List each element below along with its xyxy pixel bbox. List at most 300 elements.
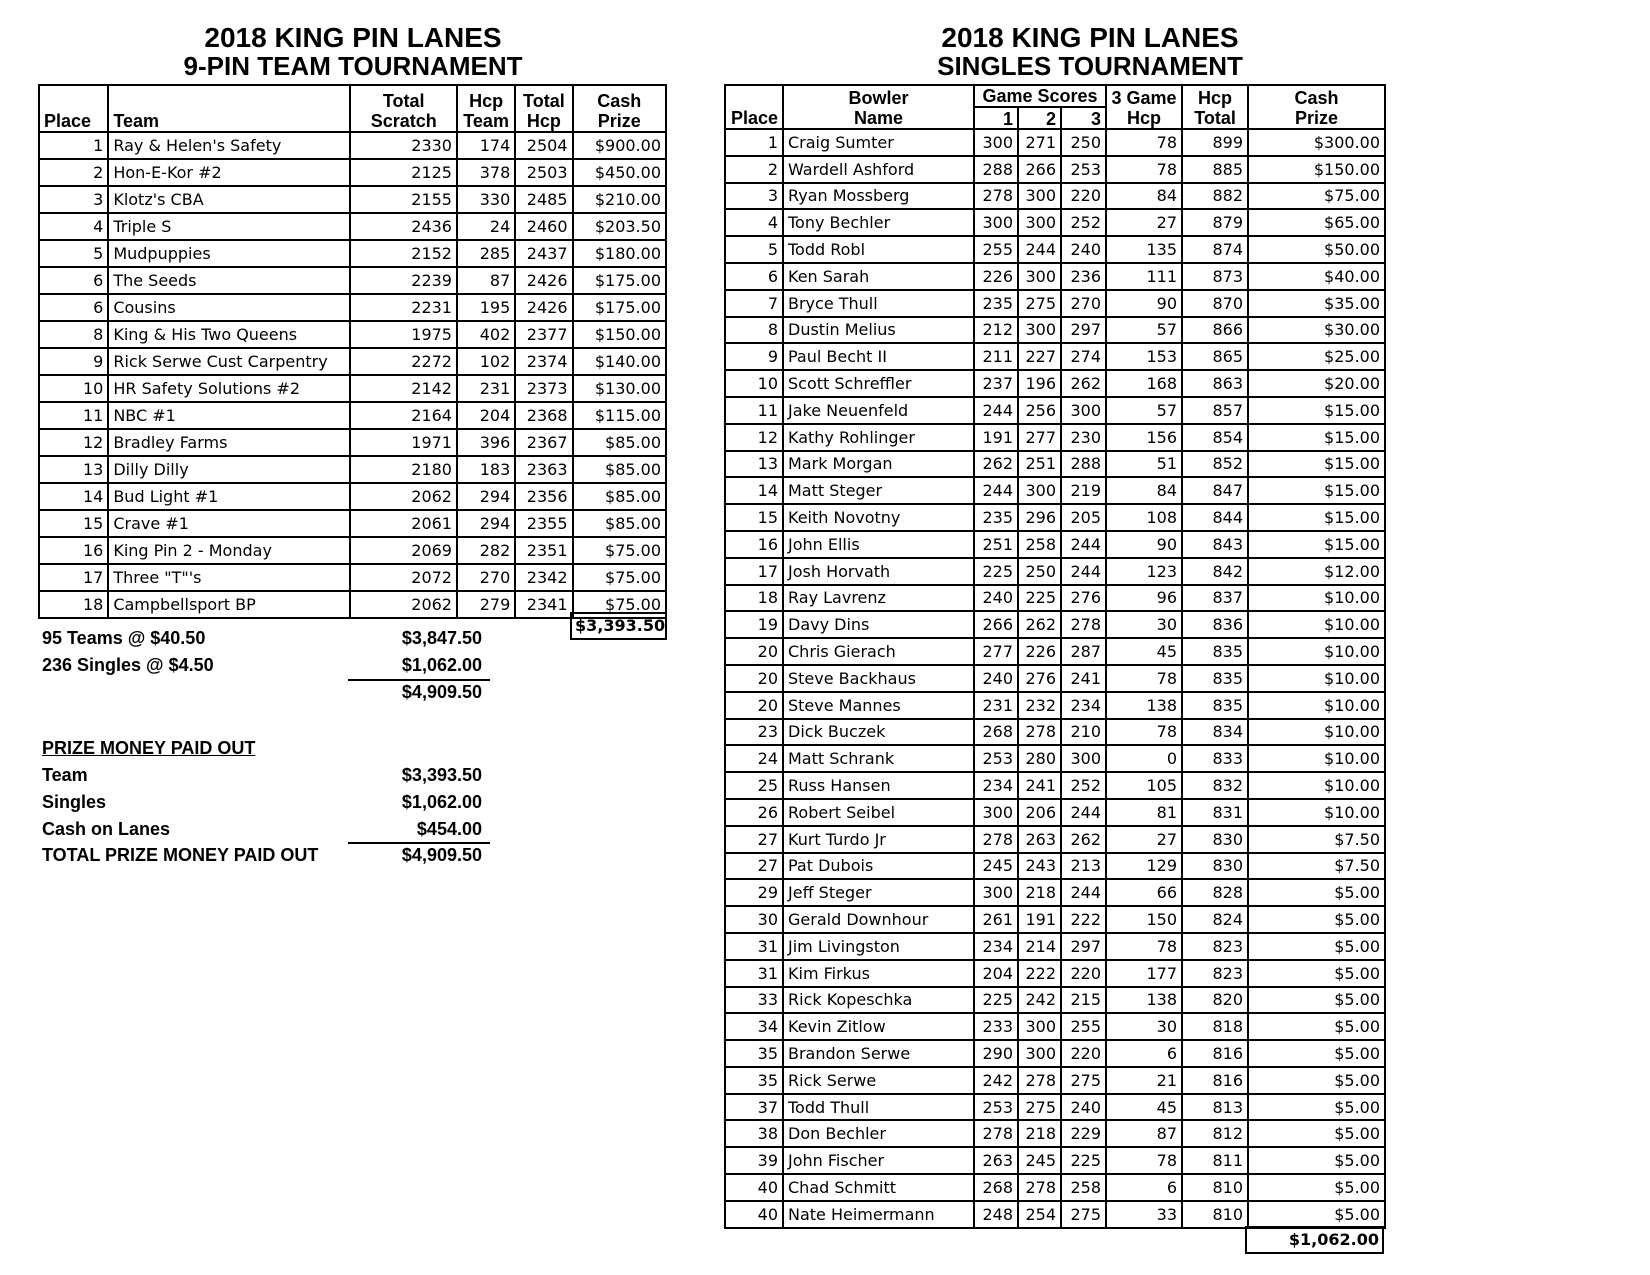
game2-cell: 300	[1018, 209, 1061, 236]
game2-cell: 206	[1018, 799, 1061, 826]
table-row	[39, 321, 666, 348]
game2-cell: 225	[1018, 585, 1061, 612]
game2-cell: 271	[1018, 129, 1061, 156]
cash-prize-cell: $85.00	[573, 456, 666, 483]
cash-on-lanes-value: $454.00	[416, 819, 482, 839]
bowler-name-cell: Wardell Ashford	[783, 156, 974, 183]
cash-prize-cell: $75.00	[1248, 183, 1385, 210]
game1-cell: 234	[974, 933, 1018, 960]
game3-cell: 297	[1061, 933, 1106, 960]
place-cell: 20	[725, 638, 783, 665]
place-cell: 19	[725, 611, 783, 638]
bowler-name-cell: Kathy Rohlinger	[783, 424, 974, 451]
game3-cell: 275	[1061, 1201, 1106, 1228]
game2-cell: 244	[1018, 236, 1061, 263]
cash-prize-cell: $130.00	[573, 375, 666, 402]
game3-cell: 244	[1061, 879, 1106, 906]
game2-cell: 226	[1018, 638, 1061, 665]
place-cell: 40	[725, 1174, 783, 1201]
table-row	[725, 1147, 1385, 1174]
game3-cell: 262	[1061, 370, 1106, 397]
three-game-hcp-cell: 45	[1106, 1094, 1182, 1121]
cash-prize-cell: $5.00	[1248, 933, 1385, 960]
cash-prize-cell: $50.00	[1248, 236, 1385, 263]
game3-cell: 253	[1061, 156, 1106, 183]
table-row	[725, 209, 1385, 236]
hcp-team-cell: 87	[457, 267, 515, 294]
table-row	[39, 456, 666, 483]
game2-cell: 191	[1018, 906, 1061, 933]
game2-cell: 227	[1018, 343, 1061, 370]
game2-cell: 196	[1018, 370, 1061, 397]
cash-prize-cell: $75.00	[573, 591, 666, 618]
place-cell: 9	[39, 348, 108, 375]
game1-cell: 248	[974, 1201, 1018, 1228]
game3-cell: 220	[1061, 1040, 1106, 1067]
three-game-hcp-cell: 129	[1106, 853, 1182, 880]
bowler-name-cell: Paul Becht II	[783, 343, 974, 370]
hcp-total-cell: 833	[1182, 745, 1248, 772]
table-row	[725, 1067, 1385, 1094]
place-cell: 31	[725, 933, 783, 960]
table-row	[725, 397, 1385, 424]
three-game-hcp-cell: 78	[1106, 933, 1182, 960]
singles-header-row-1	[725, 85, 1385, 107]
cash-prize-cell: $300.00	[1248, 129, 1385, 156]
table-row	[39, 510, 666, 537]
cash-prize-cell: $15.00	[1248, 424, 1385, 451]
total-hcp-cell: 2356	[515, 483, 572, 510]
total-hcp-cell: 2355	[515, 510, 572, 537]
place-cell: 15	[725, 504, 783, 531]
hcp-total-cell: 879	[1182, 209, 1248, 236]
three-game-hcp-cell: 90	[1106, 531, 1182, 558]
place-cell: 27	[725, 853, 783, 880]
game3-cell: 275	[1061, 1067, 1106, 1094]
game3-cell: 258	[1061, 1174, 1106, 1201]
place-cell: 24	[725, 745, 783, 772]
game1-cell: 255	[974, 236, 1018, 263]
cash-prize-cell: $210.00	[573, 186, 666, 213]
bowler-name-cell: Ryan Mossberg	[783, 183, 974, 210]
game1-cell: 235	[974, 504, 1018, 531]
place-cell: 17	[39, 564, 108, 591]
hcp-team-cell: 282	[457, 537, 515, 564]
bowler-name-cell: Scott Schreffler	[783, 370, 974, 397]
place-cell: 3	[725, 183, 783, 210]
team-name-cell: The Seeds	[108, 267, 350, 294]
col-place-header: Place	[725, 85, 783, 129]
total-hcp-cell: 2367	[515, 429, 572, 456]
game1-cell: 278	[974, 1120, 1018, 1147]
game1-cell: 300	[974, 209, 1018, 236]
team-title-line1: 2018 KING PIN LANES	[204, 22, 502, 53]
table-row	[725, 129, 1385, 156]
table-row	[725, 183, 1385, 210]
place-cell: 11	[725, 397, 783, 424]
place-cell: 14	[725, 477, 783, 504]
bowler-name-cell: Gerald Downhour	[783, 906, 974, 933]
three-game-hcp-cell: 135	[1106, 236, 1182, 263]
cash-prize-cell: $75.00	[573, 537, 666, 564]
game3-cell: 252	[1061, 209, 1106, 236]
game1-cell: 204	[974, 960, 1018, 987]
table-row	[725, 236, 1385, 263]
game2-cell: 232	[1018, 692, 1061, 719]
hcp-total-cell: 820	[1182, 987, 1248, 1014]
game2-cell: 245	[1018, 1147, 1061, 1174]
entries-divider	[348, 679, 490, 681]
table-row	[725, 370, 1385, 397]
game2-cell: 278	[1018, 1174, 1061, 1201]
bowler-name-cell: Jim Livingston	[783, 933, 974, 960]
game3-cell: 205	[1061, 504, 1106, 531]
table-row	[39, 537, 666, 564]
paid-out-divider	[348, 842, 490, 844]
game3-cell: 250	[1061, 129, 1106, 156]
bowler-name-cell: Craig Sumter	[783, 129, 974, 156]
game1-cell: 212	[974, 317, 1018, 344]
hcp-total-cell: 873	[1182, 263, 1248, 290]
table-row	[725, 719, 1385, 746]
game1-cell: 253	[974, 745, 1018, 772]
total-hcp-cell: 2437	[515, 240, 572, 267]
bowler-name-cell: Russ Hansen	[783, 772, 974, 799]
game2-cell: 300	[1018, 1013, 1061, 1040]
team-name-cell: Dilly Dilly	[108, 456, 350, 483]
hcp-total-cell: 852	[1182, 451, 1248, 478]
game3-cell: 219	[1061, 477, 1106, 504]
game2-cell: 277	[1018, 424, 1061, 451]
place-cell: 18	[725, 585, 783, 612]
place-cell: 2	[39, 159, 108, 186]
place-cell: 18	[39, 591, 108, 618]
table-row	[725, 745, 1385, 772]
singles-title-line1: 2018 KING PIN LANES	[941, 22, 1239, 53]
game3-cell: 213	[1061, 853, 1106, 880]
team-name-cell: NBC #1	[108, 402, 350, 429]
hcp-total-cell: 818	[1182, 1013, 1248, 1040]
game1-cell: 242	[974, 1067, 1018, 1094]
team-name-cell: Three "T"'s	[108, 564, 350, 591]
team-name-cell: Cousins	[108, 294, 350, 321]
total-paid-label: TOTAL PRIZE MONEY PAID OUT	[42, 845, 319, 865]
team-name-cell: HR Safety Solutions #2	[108, 375, 350, 402]
col-hcp-team-header: Hcp Team	[457, 85, 515, 132]
table-row	[725, 451, 1385, 478]
table-row	[725, 558, 1385, 585]
table-row	[725, 1094, 1385, 1121]
cash-prize-cell: $5.00	[1248, 1094, 1385, 1121]
place-cell: 35	[725, 1067, 783, 1094]
three-game-hcp-cell: 27	[1106, 826, 1182, 853]
cash-prize-cell: $115.00	[573, 402, 666, 429]
place-cell: 39	[725, 1147, 783, 1174]
hcp-total-cell: 837	[1182, 585, 1248, 612]
total-scratch-cell: 2330	[350, 132, 457, 159]
game2-cell: 218	[1018, 1120, 1061, 1147]
game1-cell: 277	[974, 638, 1018, 665]
team-name-cell: Klotz's CBA	[108, 186, 350, 213]
game2-cell: 243	[1018, 853, 1061, 880]
team-title	[178, 24, 528, 80]
game2-cell: 251	[1018, 451, 1061, 478]
team-prize-total: $3,393.50	[570, 612, 667, 640]
col-cash-prize-header: Cash Prize	[573, 85, 666, 132]
three-game-hcp-cell: 78	[1106, 156, 1182, 183]
bowler-name-cell: Nate Heimermann	[783, 1201, 974, 1228]
hcp-team-cell: 294	[457, 483, 515, 510]
game2-cell: 222	[1018, 960, 1061, 987]
place-cell: 9	[725, 343, 783, 370]
team-name-cell: Hon-E-Kor #2	[108, 159, 350, 186]
bowler-name-cell: Matt Schrank	[783, 745, 974, 772]
hcp-total-cell: 885	[1182, 156, 1248, 183]
place-cell: 4	[725, 209, 783, 236]
game3-cell: 230	[1061, 424, 1106, 451]
total-scratch-cell: 2272	[350, 348, 457, 375]
game1-cell: 226	[974, 263, 1018, 290]
game3-cell: 300	[1061, 745, 1106, 772]
place-cell: 29	[725, 879, 783, 906]
cash-prize-cell: $10.00	[1248, 692, 1385, 719]
game1-cell: 253	[974, 1094, 1018, 1121]
col-team-header: Team	[108, 85, 350, 132]
game1-cell: 262	[974, 451, 1018, 478]
bowler-name-cell: Brandon Serwe	[783, 1040, 974, 1067]
bowler-name-cell: Bryce Thull	[783, 290, 974, 317]
total-hcp-cell: 2341	[515, 591, 572, 618]
table-row	[725, 504, 1385, 531]
cash-prize-cell: $5.00	[1248, 879, 1385, 906]
total-hcp-cell: 2374	[515, 348, 572, 375]
table-row	[725, 1040, 1385, 1067]
game1-cell: 268	[974, 719, 1018, 746]
game3-cell: 274	[1061, 343, 1106, 370]
game1-cell: 244	[974, 397, 1018, 424]
place-cell: 2	[725, 156, 783, 183]
hcp-team-cell: 279	[457, 591, 515, 618]
hcp-total-cell: 835	[1182, 692, 1248, 719]
place-cell: 4	[39, 213, 108, 240]
cash-prize-cell: $900.00	[573, 132, 666, 159]
place-cell: 8	[39, 321, 108, 348]
team-name-cell: Rick Serwe Cust Carpentry	[108, 348, 350, 375]
table-row	[725, 585, 1385, 612]
bowler-name-cell: Dustin Melius	[783, 317, 974, 344]
cash-prize-cell: $5.00	[1248, 906, 1385, 933]
game1-cell: 237	[974, 370, 1018, 397]
game1-cell: 240	[974, 585, 1018, 612]
hcp-total-cell: 810	[1182, 1174, 1248, 1201]
table-row	[39, 402, 666, 429]
total-hcp-cell: 2368	[515, 402, 572, 429]
bowler-name-cell: Chris Gierach	[783, 638, 974, 665]
hcp-team-cell: 330	[457, 186, 515, 213]
bowler-name-cell: Kurt Turdo Jr	[783, 826, 974, 853]
total-scratch-cell: 2164	[350, 402, 457, 429]
col-game1-header: 1	[974, 107, 1018, 129]
three-game-hcp-cell: 168	[1106, 370, 1182, 397]
game1-cell: 268	[974, 1174, 1018, 1201]
hcp-total-cell: 843	[1182, 531, 1248, 558]
three-game-hcp-cell: 81	[1106, 799, 1182, 826]
total-scratch-cell: 1975	[350, 321, 457, 348]
table-row	[725, 343, 1385, 370]
total-hcp-cell: 2363	[515, 456, 572, 483]
game3-cell: 276	[1061, 585, 1106, 612]
cash-prize-cell: $85.00	[573, 429, 666, 456]
three-game-hcp-cell: 90	[1106, 290, 1182, 317]
col-game-scores-header: Game Scores	[974, 85, 1106, 107]
game2-cell: 275	[1018, 1094, 1061, 1121]
cash-prize-cell: $140.00	[573, 348, 666, 375]
game1-cell: 300	[974, 799, 1018, 826]
team-paid-label: Team	[42, 765, 88, 785]
hcp-total-cell: 899	[1182, 129, 1248, 156]
hcp-team-cell: 270	[457, 564, 515, 591]
singles-entry-label: 236 Singles @ $4.50	[42, 655, 214, 675]
hcp-total-cell: 844	[1182, 504, 1248, 531]
bowler-name-cell: Todd Thull	[783, 1094, 974, 1121]
three-game-hcp-cell: 33	[1106, 1201, 1182, 1228]
game2-cell: 300	[1018, 183, 1061, 210]
game2-cell: 300	[1018, 1040, 1061, 1067]
cash-prize-cell: $85.00	[573, 483, 666, 510]
team-name-cell: King Pin 2 - Monday	[108, 537, 350, 564]
team-name-cell: King & His Two Queens	[108, 321, 350, 348]
table-row	[39, 159, 666, 186]
game3-cell: 244	[1061, 558, 1106, 585]
place-cell: 37	[725, 1094, 783, 1121]
table-row	[39, 375, 666, 402]
total-scratch-cell: 2125	[350, 159, 457, 186]
game3-cell: 236	[1061, 263, 1106, 290]
cash-prize-cell: $10.00	[1248, 611, 1385, 638]
hcp-team-cell: 378	[457, 159, 515, 186]
game2-cell: 242	[1018, 987, 1061, 1014]
cash-prize-cell: $180.00	[573, 240, 666, 267]
hcp-team-cell: 294	[457, 510, 515, 537]
total-scratch-cell: 2239	[350, 267, 457, 294]
cash-prize-cell: $7.50	[1248, 826, 1385, 853]
three-game-hcp-cell: 177	[1106, 960, 1182, 987]
total-hcp-cell: 2460	[515, 213, 572, 240]
total-hcp-cell: 2485	[515, 186, 572, 213]
game2-cell: 278	[1018, 1067, 1061, 1094]
game2-cell: 296	[1018, 504, 1061, 531]
game2-cell: 275	[1018, 290, 1061, 317]
place-cell: 33	[725, 987, 783, 1014]
place-cell: 16	[725, 531, 783, 558]
three-game-hcp-cell: 57	[1106, 317, 1182, 344]
total-hcp-cell: 2342	[515, 564, 572, 591]
singles-entry-value: $1,062.00	[401, 655, 482, 675]
place-cell: 20	[725, 665, 783, 692]
total-scratch-cell: 2155	[350, 186, 457, 213]
cash-prize-cell: $35.00	[1248, 290, 1385, 317]
place-cell: 12	[39, 429, 108, 456]
bowler-name-cell: Todd Robl	[783, 236, 974, 263]
hcp-total-cell: 823	[1182, 960, 1248, 987]
game3-cell: 278	[1061, 611, 1106, 638]
game2-cell: 258	[1018, 531, 1061, 558]
hcp-team-cell: 285	[457, 240, 515, 267]
cash-prize-cell: $203.50	[573, 213, 666, 240]
table-row	[39, 267, 666, 294]
game1-cell: 225	[974, 558, 1018, 585]
place-cell: 1	[725, 129, 783, 156]
game1-cell: 300	[974, 879, 1018, 906]
col-cash-prize-header: Cash Prize	[1248, 85, 1385, 129]
hcp-team-cell: 396	[457, 429, 515, 456]
game2-cell: 300	[1018, 477, 1061, 504]
hcp-total-cell: 828	[1182, 879, 1248, 906]
prize-summary	[42, 628, 482, 868]
hcp-total-cell: 812	[1182, 1120, 1248, 1147]
total-scratch-cell: 2142	[350, 375, 457, 402]
hcp-total-cell: 866	[1182, 317, 1248, 344]
game3-cell: 210	[1061, 719, 1106, 746]
place-cell: 13	[39, 456, 108, 483]
cash-prize-cell: $25.00	[1248, 343, 1385, 370]
cash-prize-cell: $5.00	[1248, 987, 1385, 1014]
three-game-hcp-cell: 0	[1106, 745, 1182, 772]
cash-prize-cell: $150.00	[1248, 156, 1385, 183]
game3-cell: 288	[1061, 451, 1106, 478]
singles-prize-total: $1,062.00	[1245, 1226, 1384, 1254]
three-game-hcp-cell: 108	[1106, 504, 1182, 531]
hcp-total-cell: 830	[1182, 853, 1248, 880]
bowler-name-cell: Rick Kopeschka	[783, 987, 974, 1014]
singles-paid-value: $1,062.00	[401, 792, 482, 812]
bowler-name-cell: Don Bechler	[783, 1120, 974, 1147]
place-cell: 16	[39, 537, 108, 564]
game1-cell: 240	[974, 665, 1018, 692]
game1-cell: 233	[974, 1013, 1018, 1040]
col-total-scratch-header: Total Scratch	[350, 85, 457, 132]
game3-cell: 225	[1061, 1147, 1106, 1174]
singles-paid-label: Singles	[42, 792, 107, 812]
three-game-hcp-cell: 111	[1106, 263, 1182, 290]
hcp-team-cell: 402	[457, 321, 515, 348]
table-row	[725, 317, 1385, 344]
hcp-total-cell: 831	[1182, 799, 1248, 826]
hcp-total-cell: 870	[1182, 290, 1248, 317]
place-cell: 26	[725, 799, 783, 826]
place-cell: 11	[39, 402, 108, 429]
place-cell: 6	[39, 294, 108, 321]
cash-prize-cell: $175.00	[573, 294, 666, 321]
table-row	[725, 1120, 1385, 1147]
game3-cell: 241	[1061, 665, 1106, 692]
bowler-name-cell: Kim Firkus	[783, 960, 974, 987]
place-cell: 23	[725, 719, 783, 746]
game1-cell: 251	[974, 531, 1018, 558]
hcp-team-cell: 195	[457, 294, 515, 321]
bowler-name-cell: Chad Schmitt	[783, 1174, 974, 1201]
hcp-team-cell: 174	[457, 132, 515, 159]
bowler-name-cell: Steve Backhaus	[783, 665, 974, 692]
table-row	[725, 799, 1385, 826]
team-name-cell: Ray & Helen's Safety	[108, 132, 350, 159]
total-scratch-cell: 2062	[350, 483, 457, 510]
total-hcp-cell: 2426	[515, 267, 572, 294]
game1-cell: 211	[974, 343, 1018, 370]
table-row	[725, 906, 1385, 933]
game1-cell: 288	[974, 156, 1018, 183]
table-row	[39, 348, 666, 375]
